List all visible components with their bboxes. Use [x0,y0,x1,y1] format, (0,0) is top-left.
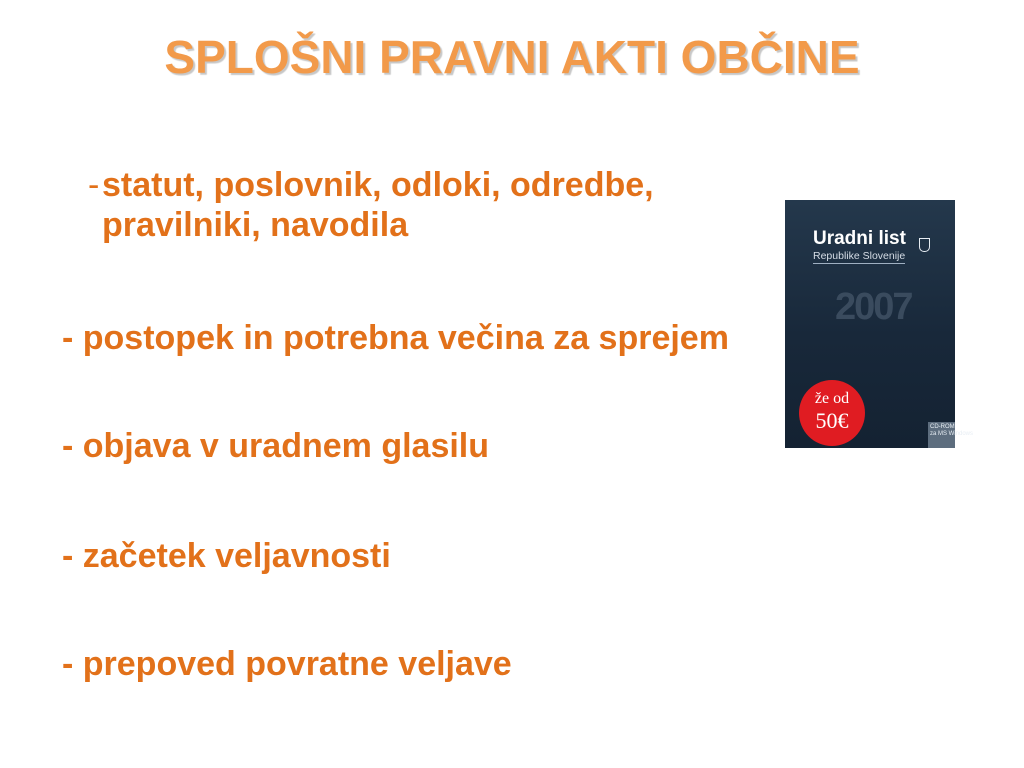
list-item-procedure: - postopek in potrebna večina za sprejem [62,319,729,357]
list-item-text [102,165,654,245]
list-item-publication: - objava v uradnem glasilu [62,427,490,465]
book-year: 2007 [835,286,912,328]
book-title: Uradni list [813,228,906,249]
list-item-line1: statut, poslovnik, odloki, odredbe, [102,166,654,204]
uradni-list-cover-image [785,200,974,448]
slovenia-crest-icon [919,238,930,252]
bullet-dash: - [88,166,100,204]
cd-rom-sub: za MS Windows [930,431,974,437]
price-badge-line1: že od [814,390,850,407]
cd-rom-title: CD-ROM [930,424,955,430]
book-subtitle: Republike Slovenije [813,250,906,262]
list-item-line2: pravilniki, navodila [102,206,409,244]
price-badge [799,380,865,446]
list-item-validity-start: - začetek veljavnosti [62,537,391,575]
list-item-no-retroactivity: - prepoved povratne veljave [62,645,512,683]
cd-rom-label [928,422,974,448]
price-badge-line2: 50€ [815,408,849,433]
slide-title: SPLOŠNI PRAVNI AKTI OBČINE [164,31,860,83]
